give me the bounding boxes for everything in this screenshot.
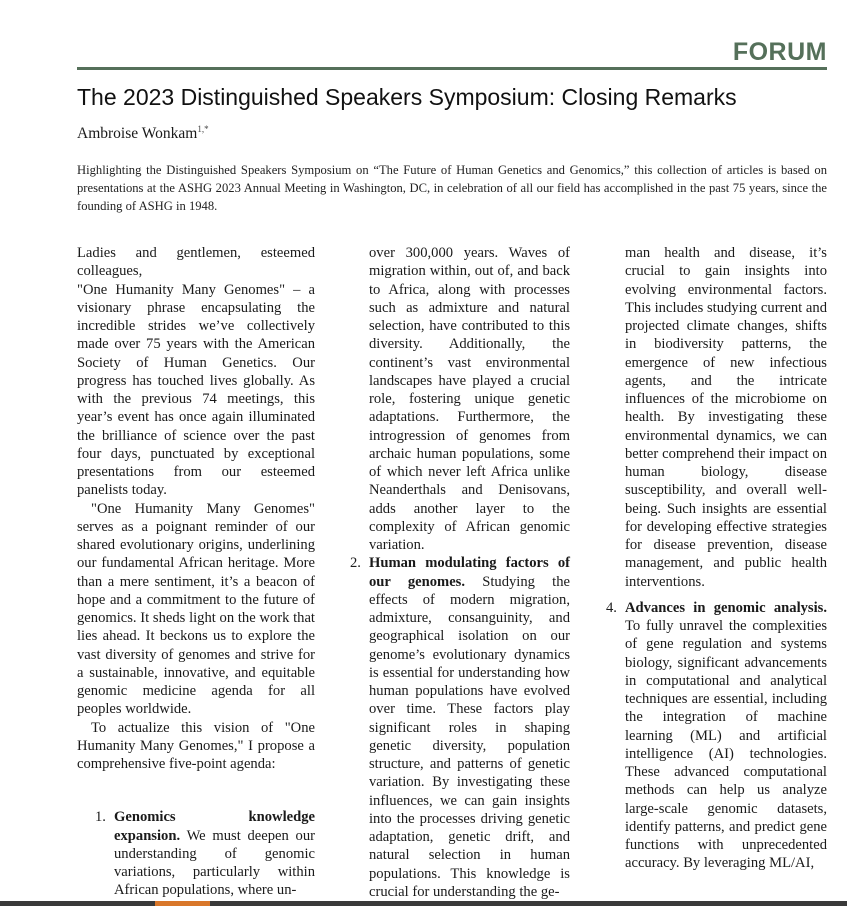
agenda-item-number: 2. <box>350 555 361 572</box>
agenda-item-number: 1. <box>95 809 106 826</box>
author-line <box>77 124 209 143</box>
author-name[interactable]: Ambroise Wonkam <box>77 125 198 142</box>
agenda-item-text: We must deepen our understanding of genomic variations, particularly within African populations, where un- <box>114 827 315 899</box>
article-title: The 2023 Distinguished Speakers Symposium: Closing Remarks <box>77 84 737 110</box>
agenda-item-heading: Genomics knowledge expansion. <box>114 809 315 844</box>
body-paragraph: To actualize this vision of "One Humanity Many Genomes," I propose a comprehensive five-point agenda: <box>77 719 315 772</box>
viewer-scroll-indicator[interactable] <box>155 901 210 906</box>
body-column-3 <box>606 244 827 873</box>
body-column-2 <box>350 244 570 901</box>
author-affiliation-marks[interactable]: 1,* <box>197 124 209 134</box>
agenda-item-heading: Advances in genomic analysis. <box>625 599 827 616</box>
intro-abstract: Highlighting the Distinguished Speakers Symposium on “The Future of Human Genetics and Genomics,” this collection of articles is based on presentations at the ASHG 2023 Annual Meeting in Washington, DC, in celebration of all our field has accomplished in the past 75 years, since the founding of ASHG in 1948. <box>77 163 827 213</box>
body-paragraph: "One Humanity Many Genomes" serves as a poignant reminder of our shared evolutionary origins, underlining our fundamental African heritage. More than a mere sentiment, it’s a beacon of hope and a commitment to the future of genomics. It sheds light on the work that lies ahead. It beckons us to explore the vast diversity of genomes and strive for a sustainable, innovative, and equitable genomic medicine agenda for all peoples worldwide. <box>77 500 315 718</box>
agenda-item-4 <box>606 599 827 873</box>
agenda-item-number: 4. <box>606 599 617 616</box>
section-label: FORUM <box>732 38 827 66</box>
agenda-item-2 <box>350 554 570 901</box>
body-column-1 <box>77 244 315 900</box>
body-paragraph: over 300,000 years. Waves of migration within, out of, and back to Africa, along with processes such as admixture and natural selection, have contributed to this diversity. Additionally, the continent’s vast environmental landscapes have played a crucial role, fostering unique genetic adaptations. Furthermore, the introgression of genomes from archaic human populations, some of which never left Africa unlike Neanderthals and Denisovans, adds another layer to the complexity of African genomic variation. <box>369 245 570 553</box>
agenda-item-heading: Human modulating factors of our genomes. <box>369 555 570 590</box>
agenda-item-text: To fully unravel the complexities of gene regulation and systems biology, significant advancements in computational and analytical techniques are essential, including the integration of machine learning (ML) and artificial intelligence (AI) technologies. These advanced computational methods can help us analyze large-scale genomic datasets, identify patterns, and predict gene functions with unprecedented accuracy. By leveraging ML/AI, <box>625 618 827 872</box>
header-rule <box>77 67 827 70</box>
agenda-item-text: Studying the effects of modern migration, admixture, consanguinity, and geographical isolation on our genome’s evolutionary dynamics is essential for understanding how human populations have evolved over time. These factors play significant roles in shaping genetic diversity, population structure, and patterns of genetic variation. By investigating these influences, we can gain insights into the processes driving genetic adaptation, genetic drift, and natural selection in human populations. This knowledge is crucial for understanding the ge- <box>369 573 570 900</box>
body-paragraph: man health and disease, it’s crucial to gain insights into evolving environmental factors. This includes studying current and projected climate changes, shifts in biodiversity patterns, the emergence of new infectious agents, and the intricate influences of the microbiome on health. By investigating these environmental dynamics, we can better comprehend their impact on human biology, disease susceptibility, and overall well-being. Such insights are essential for developing effective strategies for disease prevention, disease management, and public health interventions. <box>625 245 827 590</box>
agenda-item-1 <box>77 808 315 899</box>
body-paragraph: Ladies and gentlemen, esteemed colleagues, <box>77 245 315 280</box>
body-paragraph: "One Humanity Many Genomes" – a visionary phrase encapsulating the incredible strides we’ve collectively made over 75 years with the American Society of Human Genetics. Our progress has touched lives globally. As with the previous 74 meetings, this year’s event has once again illuminated the brilliance of science over the past four days, punctuated by exceptional presentations from our esteemed panelists today. <box>77 281 315 499</box>
viewer-bottom-bar <box>0 901 847 906</box>
